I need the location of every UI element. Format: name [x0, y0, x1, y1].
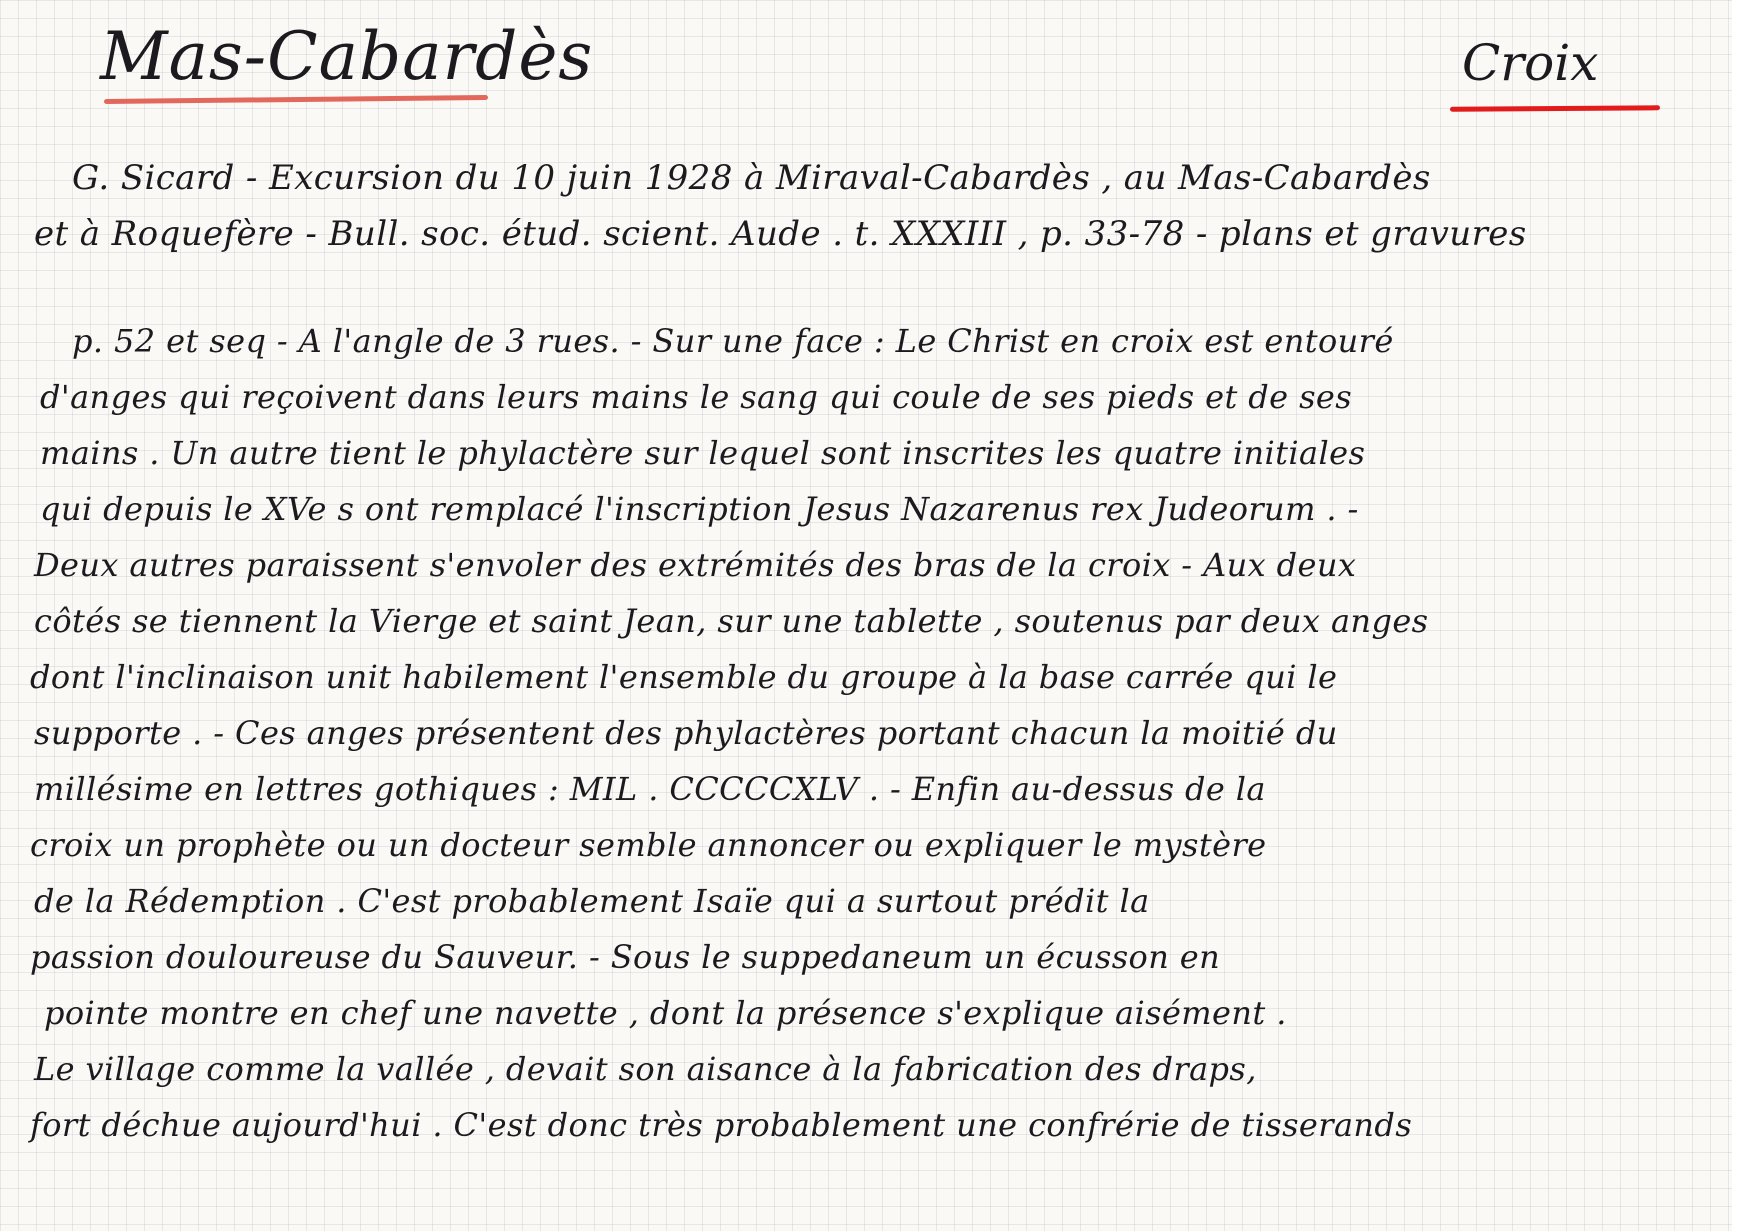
body-line: de la Rédemption . C'est probablement Isaïe qui a surtout prédit la: [34, 882, 1150, 920]
body-line: p. 52 et seq - A l'angle de 3 rues. - Sur une face : Le Christ en croix est entouré: [72, 322, 1394, 360]
subject-heading-underline: [1450, 105, 1660, 111]
reference-line: et à Roquefère - Bull. soc. étud. scient. Aude . t. XXXIII , p. 33-78 - plans et gravures: [34, 214, 1527, 254]
place-heading-underline: [104, 95, 488, 104]
body-line: pointe montre en chef une navette , dont la présence s'explique aisément .: [44, 994, 1287, 1032]
body-line: croix un prophète ou un docteur semble annoncer ou expliquer le mystère: [30, 826, 1267, 864]
body-line: côtés se tiennent la Vierge et saint Jean, sur une tablette , soutenus par deux anges: [34, 602, 1429, 640]
body-line: fort déchue aujourd'hui . C'est donc très probablement une confrérie de tisserands: [30, 1106, 1413, 1144]
subject-heading: Croix: [1462, 34, 1599, 92]
reference-line: G. Sicard - Excursion du 10 juin 1928 à Miraval-Cabardès , au Mas-Cabardès: [72, 158, 1431, 198]
body-line: dont l'inclinaison unit habilement l'ensemble du groupe à la base carrée qui le: [30, 658, 1338, 696]
body-line: passion douloureuse du Sauveur. - Sous le suppedaneum un écusson en: [30, 938, 1221, 976]
body-line: qui depuis le XVe s ont remplacé l'inscription Jesus Nazarenus rex Judeorum . -: [40, 490, 1359, 528]
body-line: millésime en lettres gothiques : MIL . CCCCCXLV . - Enfin au-dessus de la: [34, 770, 1266, 808]
body-line: d'anges qui reçoivent dans leurs mains le sang qui coule de ses pieds et de ses: [40, 378, 1353, 416]
place-heading: Mas-Cabardès: [100, 18, 594, 95]
body-line: Deux autres paraissent s'envoler des extrémités des bras de la croix - Aux deux: [34, 546, 1357, 584]
body-line: mains . Un autre tient le phylactère sur lequel sont inscrites les quatre initiales: [40, 434, 1366, 472]
body-line: supporte . - Ces anges présentent des phylactères portant chacun la moitié du: [34, 714, 1338, 752]
body-line: Le village comme la vallée , devait son aisance à la fabrication des draps,: [34, 1050, 1257, 1088]
